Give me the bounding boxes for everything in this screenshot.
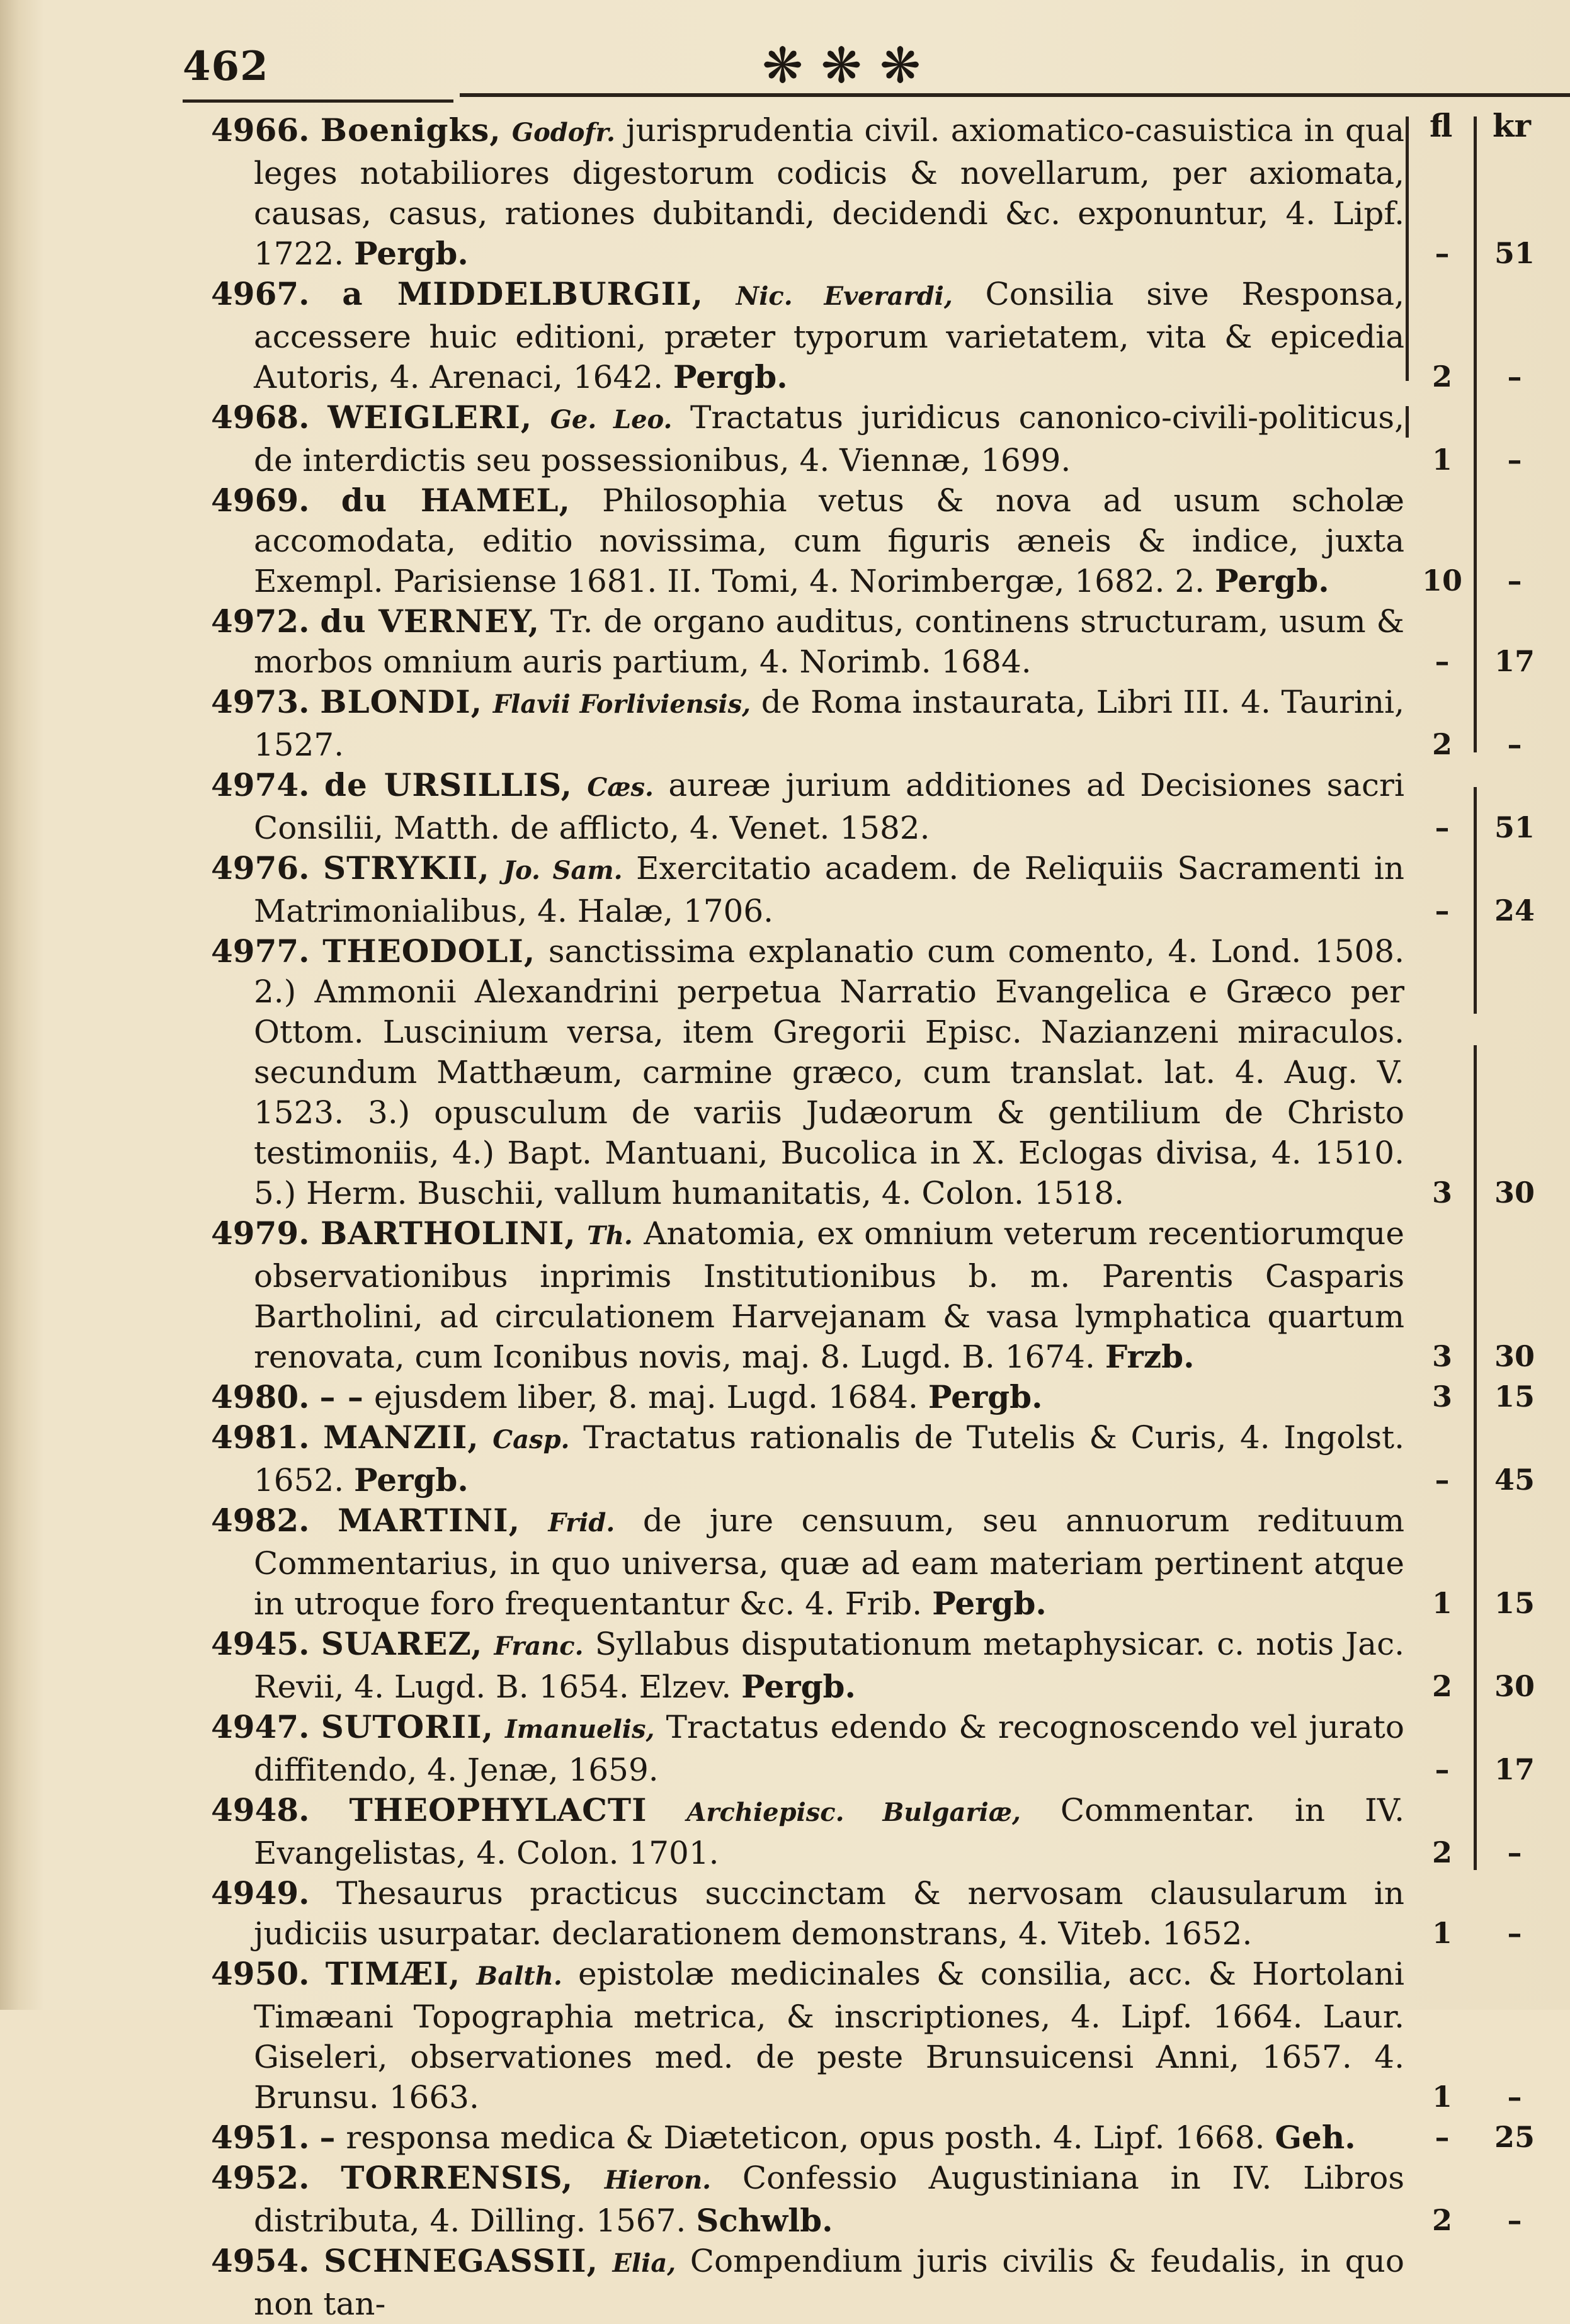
entry-number: 4981. xyxy=(211,1419,310,1456)
price-fl: – xyxy=(1435,810,1450,844)
entry-author: SCHNEGASSII, xyxy=(324,2242,598,2279)
entry-author: – xyxy=(319,2119,336,2156)
entry-binding: Pergb. xyxy=(1214,562,1329,599)
entry-text: ejusdem liber, 8. maj. Lugd. 1684. xyxy=(373,1379,918,1415)
entry-binding: Pergb. xyxy=(741,1668,856,1705)
column-rule xyxy=(1474,116,1477,752)
entry-number: 4966. xyxy=(211,111,310,149)
column-rule xyxy=(1406,406,1409,438)
catalogue-entry xyxy=(211,601,1404,682)
price-fl: – xyxy=(1435,644,1450,678)
entry-text: Consilia sive Responsa, accessere huic editioni, præter typorum varietatem, vita & epicedia Autoris, 4. Arenaci, 1642. xyxy=(254,276,1404,395)
price-fl: – xyxy=(1435,893,1450,927)
entry-binding: Pergb. xyxy=(932,1585,1047,1622)
entry-number: 4947. xyxy=(211,1708,310,1745)
catalogue-entry xyxy=(211,110,1404,274)
entry-author: du HAMEL, xyxy=(341,482,571,519)
entry-text: Tractatus juridicus canonico-civili-politicus, de interdictis seu possessionibus, 4. Viennæ, 1699. xyxy=(254,399,1404,479)
entry-number: 4951. xyxy=(211,2119,310,2156)
entry-number: 4945. xyxy=(211,1625,310,1662)
price-kr: 30 xyxy=(1494,1339,1535,1373)
price-kr: – xyxy=(1507,360,1522,394)
entry-given-name: Franc. xyxy=(494,1631,584,1661)
entry-author: Boenigks, xyxy=(320,111,501,149)
entry-author: SUTORII, xyxy=(321,1708,494,1745)
entry-number: 4948. xyxy=(211,1791,310,1828)
entry-number: 4949. xyxy=(211,1874,310,1912)
catalogue-entry xyxy=(211,931,1404,1213)
entry-text: de Roma instaurata, Libri III. 4. Taurini, 1527. xyxy=(254,684,1404,763)
entry-binding: Pergb. xyxy=(354,235,469,272)
price-kr: 51 xyxy=(1494,236,1535,270)
entry-number: 4954. xyxy=(211,2242,310,2279)
price-fl: 10 xyxy=(1421,564,1462,598)
price-fl: 1 xyxy=(1431,1586,1452,1620)
entry-author: THEODOLI, xyxy=(322,932,536,970)
catalogue-entry xyxy=(211,1417,1404,1500)
entry-author: THEOPHYLACTI xyxy=(349,1791,647,1828)
column-rule xyxy=(1474,787,1477,1014)
price-fl: 3 xyxy=(1431,1339,1452,1373)
entry-text: jurisprudentia civil. axiomatico-casuistica in qua leges notabiliores digestorum codicis & novellarum, per axiomata, causas, casus, rationes dubitandi, decidendi &c. exponuntur, 4. Lipf. 1722. xyxy=(254,112,1404,272)
price-kr: – xyxy=(1507,727,1522,761)
price-kr: 15 xyxy=(1494,1586,1535,1620)
entry-given-name: Imanuelis, xyxy=(505,1715,655,1744)
entry-text: sanctissima explanatio cum comento, 4. Lond. 1508. 2.) Ammonii Alexandrini perpetua Narratio Evangelica e Græco per Ottom. Luscinium versa, item Gregorii Episc. Nazianzeni miraculos. secundum Matthæum, carmine græco, cum translat. lat. 4. Aug. V. 1523. 3.) opusculum de variis Judæorum & gentilium de Christo testimoniis, 4.) Bapt. Mantuani, Bucolica in X. Eclogas divisa, 4. 1510. 5.) Herm. Buschii, vallum humanitatis, 4. Colon. 1518. xyxy=(254,933,1404,1211)
price-kr: 25 xyxy=(1494,2120,1535,2154)
catalogue-entry xyxy=(211,1213,1404,1377)
entry-number: 4974. xyxy=(211,766,310,803)
catalogue-entry xyxy=(211,1954,1404,2117)
price-kr: 51 xyxy=(1494,810,1535,844)
catalogue-entry xyxy=(211,397,1404,480)
entry-given-name: Flavii Forliviensis, xyxy=(492,689,751,719)
entry-text: Confessio Augustiniana in IV. Libros distributa, 4. Dilling. 1567. xyxy=(254,2160,1404,2239)
catalogue-entry xyxy=(211,1624,1404,1707)
price-kr: 45 xyxy=(1494,1463,1535,1497)
entry-given-name: Nic. Everardi, xyxy=(736,281,953,311)
entry-number: 4980. xyxy=(211,1378,310,1415)
entry-author: BARTHOLINI, xyxy=(320,1215,576,1252)
price-fl: 2 xyxy=(1431,2203,1452,2237)
price-fl: 1 xyxy=(1431,2080,1452,2114)
entry-number: 4976. xyxy=(211,849,310,887)
entry-text: Commentar. in IV. Evangelistas, 4. Colon. 1701. xyxy=(254,1792,1404,1871)
entry-number: 4979. xyxy=(211,1215,310,1252)
catalogue-entry xyxy=(211,682,1404,765)
entry-text: responsa medica & Diæteticon, opus posth. 4. Lipf. 1668. xyxy=(346,2119,1265,2156)
entry-author: du VERNEY, xyxy=(320,603,540,640)
catalogue-entry xyxy=(211,2241,1404,2324)
entry-number: 4968. xyxy=(211,399,310,436)
entry-author: BLONDI, xyxy=(320,683,483,720)
entry-number: 4977. xyxy=(211,932,310,970)
entry-author: TIMÆI, xyxy=(325,1955,461,1992)
entry-text: Compendium juris civilis & feudalis, in quo non tan- xyxy=(254,2243,1404,2322)
price-kr: – xyxy=(1507,443,1522,477)
entry-author: MARTINI, xyxy=(338,1502,520,1539)
page-header xyxy=(183,38,1524,107)
catalogue-entry xyxy=(211,848,1404,931)
price-fl: – xyxy=(1435,1463,1450,1497)
price-fl: 2 xyxy=(1431,360,1452,394)
entry-given-name: Jo. Sam. xyxy=(503,856,623,885)
entry-text: Tr. de organo auditus, continens structuram, usum & morbos omnium auris partium, 4. Norimb. 1684. xyxy=(254,603,1404,680)
entry-text: Thesaurus practicus succinctam & nervosam clausularum in judiciis usurpatar. declarationem demonstrans, 4. Viteb. 1652. xyxy=(254,1875,1404,1952)
catalogue-entry xyxy=(211,2117,1404,2158)
entry-author: de URSILLIS, xyxy=(324,766,572,803)
entry-binding: Pergb. xyxy=(928,1378,1043,1415)
price-fl: 3 xyxy=(1431,1380,1452,1414)
entry-text: Philosophia vetus & nova ad usum scholæ accomodata, editio novissima, cum figuris æneis & indice, juxta Exempl. Parisiense 1681. II. Tomi, 4. Norimbergæ, 1682. 2. xyxy=(254,482,1404,599)
catalogue-entry xyxy=(211,1790,1404,1873)
entry-text: de jure censuum, seu annuorum redituum Commentarius, in quo universa, quæ ad eam materiam pertinent atque in utroque foro frequentantur &c. 4. Frib. xyxy=(254,1502,1405,1622)
price-kr: 15 xyxy=(1494,1380,1535,1414)
price-kr: 17 xyxy=(1494,1752,1535,1786)
entry-author: STRYKII, xyxy=(323,849,490,887)
entry-author: MANZII, xyxy=(323,1419,479,1456)
price-fl: 1 xyxy=(1431,1916,1452,1950)
entry-text: Tractatus rationalis de Tutelis & Curis, 4. Ingolst. 1652. xyxy=(254,1419,1404,1499)
entry-number: 4969. xyxy=(211,482,310,519)
price-fl: 2 xyxy=(1431,1835,1452,1869)
column-rule xyxy=(1406,116,1409,381)
entry-binding: Pergb. xyxy=(673,358,788,395)
entry-number: 4972. xyxy=(211,603,310,640)
column-head-fl: fl xyxy=(1430,107,1453,144)
entry-number: 4973. xyxy=(211,683,310,720)
catalogue-entry xyxy=(211,480,1404,601)
header-rule xyxy=(183,99,453,103)
entry-author: WEIGLERI, xyxy=(327,399,533,436)
catalogue-entry xyxy=(211,1707,1404,1790)
entry-number: 4982. xyxy=(211,1502,310,1539)
entry-number: 4967. xyxy=(211,275,310,312)
price-kr: – xyxy=(1507,1916,1522,1950)
entry-binding: Pergb. xyxy=(354,1461,469,1499)
catalogue-entry xyxy=(211,1500,1404,1624)
price-fl: – xyxy=(1435,2120,1450,2154)
price-kr: 24 xyxy=(1494,893,1535,927)
price-kr: 30 xyxy=(1494,1669,1535,1703)
price-kr: 17 xyxy=(1494,644,1535,678)
entry-text: epistolæ medicinales & consilia, acc. & Hortolani Timæani Topographia metrica, & inscriptiones, 4. Lipf. 1664. Laur. Giseleri, observationes med. de peste Brunsuicensi Anni, 1657. 4. Brunsu. 1663. xyxy=(254,1956,1404,2116)
column-head-kr: kr xyxy=(1493,107,1531,144)
catalogue-entry xyxy=(211,1873,1404,1954)
entry-binding: Frzb. xyxy=(1105,1338,1195,1375)
price-kr: 30 xyxy=(1494,1176,1535,1210)
entry-author: a MIDDELBURGII, xyxy=(342,275,703,312)
entry-number: 4952. xyxy=(211,2159,310,2196)
price-kr: – xyxy=(1507,564,1522,598)
entry-given-name: Ge. Leo. xyxy=(550,405,673,434)
catalogue-entry xyxy=(211,1377,1404,1417)
entry-given-name: Frid. xyxy=(548,1508,615,1538)
entry-text: Tractatus edendo & recognoscendo vel jurato diffitendo, 4. Jenæ, 1659. xyxy=(254,1709,1404,1788)
price-fl: – xyxy=(1435,1752,1450,1786)
entry-number: 4950. xyxy=(211,1955,310,1992)
entry-given-name: Hieron. xyxy=(604,2165,712,2195)
entry-given-name: Cæs. xyxy=(587,773,654,802)
entry-given-name: Casp. xyxy=(492,1425,570,1454)
entry-binding: Geh. xyxy=(1275,2119,1356,2156)
catalogue-entries xyxy=(211,110,1404,2324)
entry-text: aureæ jurium additiones ad Decisiones sacri Consilii, Matth. de afflicto, 4. Venet. 1582. xyxy=(254,767,1404,846)
price-fl: 3 xyxy=(1431,1176,1452,1210)
column-rule xyxy=(1474,1045,1477,1870)
catalogue-entry xyxy=(211,765,1404,848)
entry-text: Syllabus disputationum metaphysicar. c. notis Jac. Revii, 4. Lugd. B. 1654. Elzev. xyxy=(254,1626,1404,1705)
entry-text: Anatomia, ex omnium veterum recentiorumque observationibus inprimis Institutionibus b. m. Parentis Casparis Bartholini, ad circulationem Harvejanam & vasa lymphatica quartum renovata, cum Iconibus novis, maj. 8. Lugd. B. 1674. xyxy=(254,1215,1404,1375)
entry-text: Exercitatio academ. de Reliquiis Sacramenti in Matrimonialibus, 4. Halæ, 1706. xyxy=(254,850,1404,929)
entry-author: TORRENSIS, xyxy=(341,2159,574,2196)
ornament-icon: ❋❋❋ xyxy=(762,38,939,94)
entry-given-name: Elia, xyxy=(612,2248,676,2278)
price-fl: 1 xyxy=(1431,443,1452,477)
entry-author: SUAREZ, xyxy=(321,1625,483,1662)
entry-given-name: Archiepisc. Bulgariæ, xyxy=(686,1798,1021,1827)
header-rule xyxy=(460,93,1570,97)
price-fl: 2 xyxy=(1431,1669,1452,1703)
entry-binding: Schwlb. xyxy=(696,2202,833,2239)
price-fl: – xyxy=(1435,236,1450,270)
price-kr: – xyxy=(1507,1835,1522,1869)
price-kr: – xyxy=(1507,2080,1522,2114)
catalogue-entry xyxy=(211,2158,1404,2241)
entry-given-name: Balth. xyxy=(476,1961,562,1991)
entry-given-name: Th. xyxy=(587,1221,633,1250)
entry-author: – – xyxy=(319,1378,364,1415)
page-number: 462 xyxy=(183,43,269,90)
catalogue-entry xyxy=(211,274,1404,397)
price-fl: 2 xyxy=(1431,727,1452,761)
entry-given-name: Godofr. xyxy=(511,118,615,147)
price-kr: – xyxy=(1507,2203,1522,2237)
